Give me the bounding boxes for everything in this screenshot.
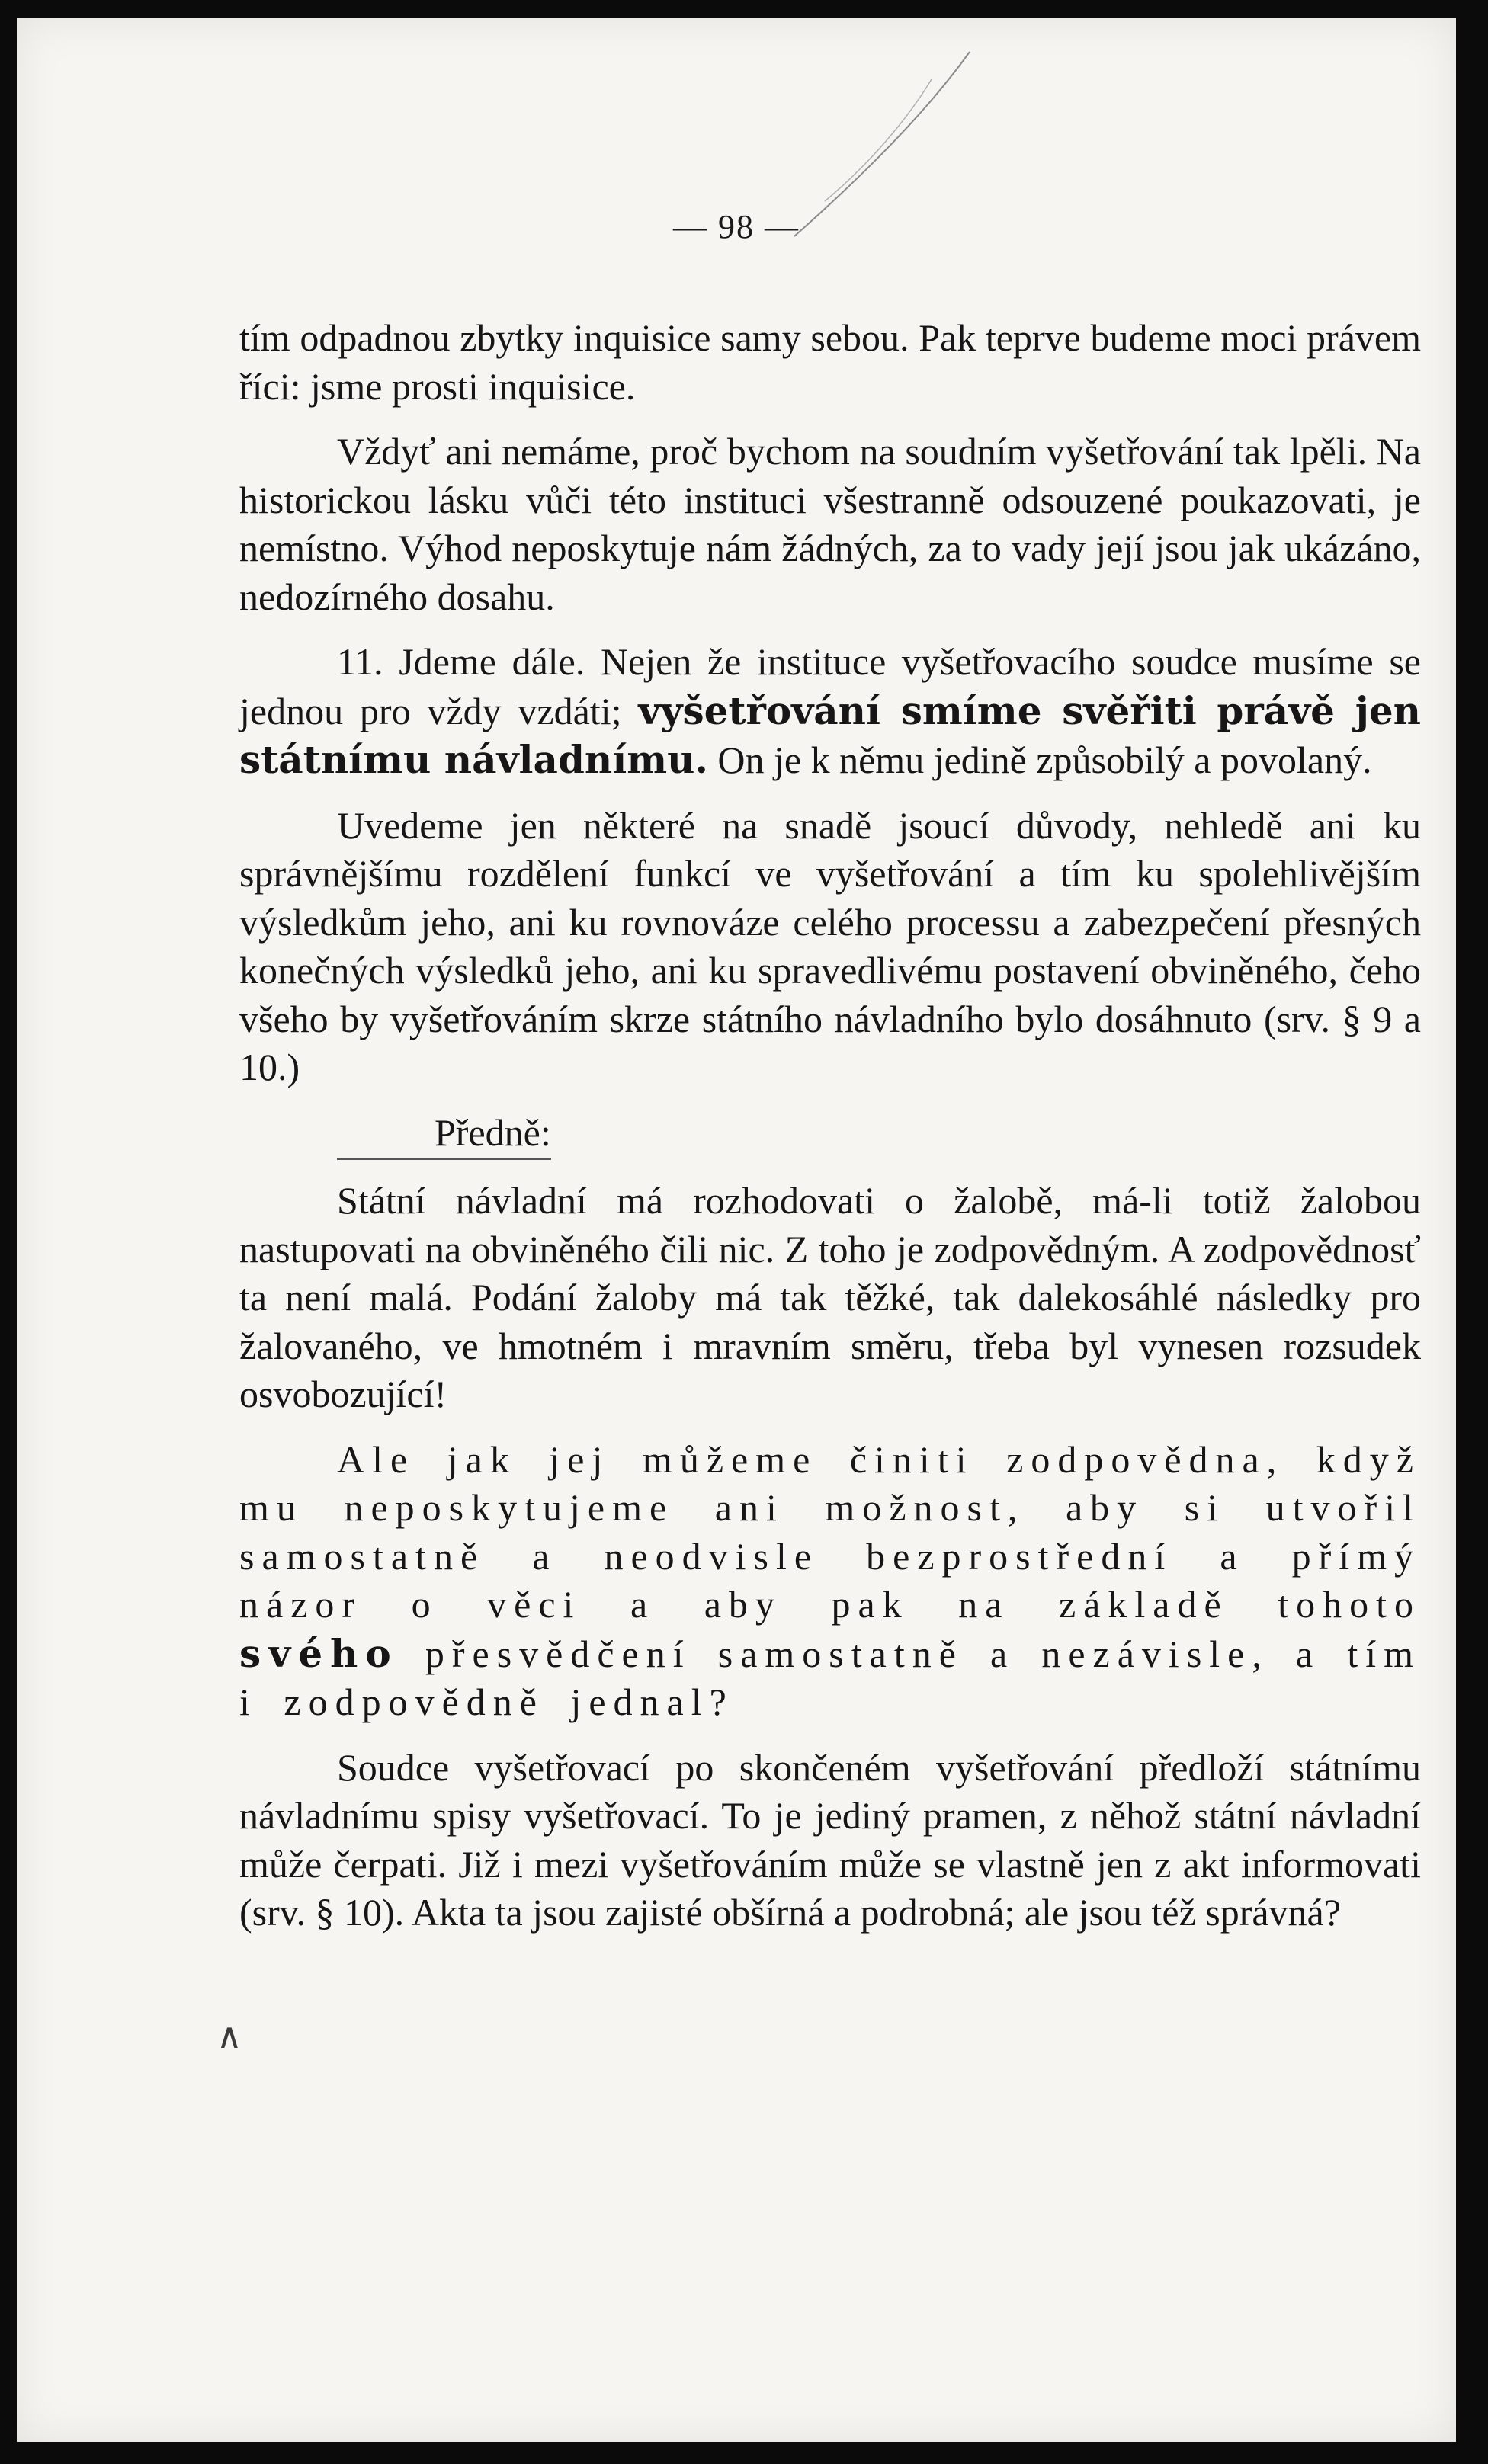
paragraph-3-bold: vyšetřování smíme svěřiti právě jen státnímu návladnímu. <box>239 687 1421 782</box>
paragraph-3-text-after: On je k němu jedině způsobilý a povolaný. <box>707 739 1372 781</box>
body-text <box>239 314 1421 1954</box>
paragraph-7 <box>239 1436 1421 1727</box>
paragraph-6: Státní návladní má rozhodovati o žalobě, má-li totiž žalobou nastupovati na obviněného čili nic. Z toho je zodpovědným. A zodpovědnosť ta není malá. Podání žaloby má tak těžké, tak dalekosáhlé následky pro žalovaného, ve hmotném i mravním směru, třeba byl vynesen rozsudek osvobozující! <box>239 1179 1421 1415</box>
paragraph-3 <box>239 638 1421 785</box>
paragraph-7-bold: svého <box>239 1630 399 1676</box>
book-page <box>17 18 1456 2442</box>
section-heading-predne: Předně: <box>337 1109 551 1161</box>
paragraph-3-text-before: 11. Jdeme dále. Nejen že instituce vyšetřovacího soudce musíme se jednou pro vždy vzdáti; <box>239 640 1421 732</box>
paragraph-7-text-after: přesvědčení samostatně a nezávisle, a tím i zodpovědně jednal? <box>239 1632 1421 1723</box>
paragraph-2: Vždyť ani nemáme, proč bychom na soudním vyšetřování tak lpěli. Na historickou lásku vůči této instituci všestranně odsouzené poukazovati, je nemístno. Výhod neposkytuje nám žádných, za to vady její jsou jak ukázáno, nedozírného dosahu. <box>239 430 1421 618</box>
paragraph-1: tím odpadnou zbytky inquisice samy sebou. Pak teprve budeme moci právem říci: jsme prosti inquisice. <box>239 316 1421 408</box>
paragraph-4: Uvedeme jen některé na snadě jsoucí důvody, nehledě ani ku správnějšímu rozdělení funkcí ve vyšetřování a tím ku spolehlivějším výsledkům jeho, ani ku rovnováze celého processu a zabezpečení přesných konečných výsledků jeho, ani ku spravedlivému postavení obviněného, čeho všeho by vyšetřováním skrze státního návladního bylo dosáhnuto (srv. § 9 a 10.) <box>239 803 1421 1088</box>
paragraph-5 <box>239 1109 1421 1161</box>
margin-insertion-mark: ∧ <box>216 2016 242 2055</box>
paragraph-8: Soudce vyšetřovací po skončeném vyšetřování předloží státnímu návladnímu spisy vyšetřovací. To je jediný pramen, z něhož státní návladní může čerpati. Již i mezi vyšetřováním může se vlastně jen z akt informovati (srv. § 10). Akta ta jsou zajisté obšírná a podrobná; ale jsou též správná? <box>239 1745 1421 1934</box>
page-number: — 98 — <box>673 208 800 245</box>
paragraph-7-text-before: Ale jak jej můžeme činiti zodpovědna, když mu neposkytujeme ani možnost, aby si utvořil samostatně a neodvisle bezprostřední a přímý názor o věci a aby pak na základě tohoto <box>239 1437 1421 1626</box>
